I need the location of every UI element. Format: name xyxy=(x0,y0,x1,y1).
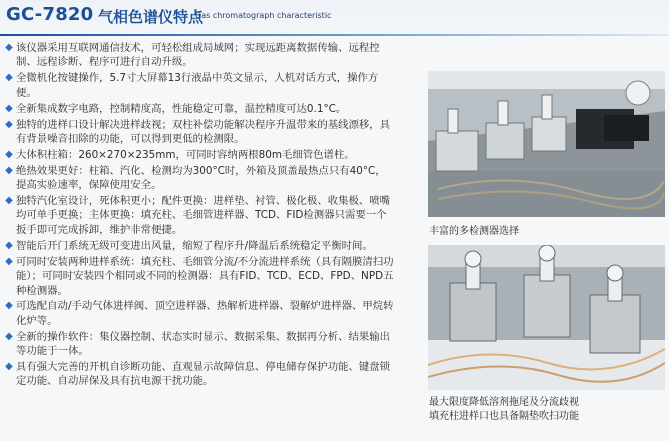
model-number: GC-7820 xyxy=(6,4,94,25)
bullet-icon: ◆ xyxy=(5,330,13,342)
injector-caption-line1: 最大限度降低溶剂拖尾及分流歧视 xyxy=(429,397,579,408)
feature-item: ◆ 绝热效果更好：柱箱、汽化、检测均为300°C时，外箱及顶盖最热点只有40°C，提高实验速率，保障使用安全。 xyxy=(5,164,386,192)
injector-illustration xyxy=(428,245,665,390)
injector-photo xyxy=(428,245,665,390)
bullet-icon: ◆ xyxy=(5,255,13,267)
feature-item: ◆ 具有强大完善的开机自诊断功能、直观显示故障信息、停电储存保护功能、键盘锁定功能、自动屏保及具有抗电源干扰功能。 xyxy=(5,361,391,388)
feature-item: ◆ 可选配自动/手动气体进样阀、顶空进样器、热解析进样器、裂解炉进样器、甲烷转化炉等。 xyxy=(5,300,394,327)
title-english: Gas chromatograph characteristic xyxy=(195,11,332,20)
bullet-icon: ◆ xyxy=(5,195,13,207)
detector-photo xyxy=(428,71,665,217)
feature-list xyxy=(4,41,394,390)
bullet-icon: ◆ xyxy=(5,164,13,176)
feature-item: ◆ 该仪器采用互联网通信技术，可轻松组成局域网；实现远距离数据传输、远程控制、远程诊断、程序可进行自动升级。 xyxy=(5,42,380,69)
feature-item: ◆ 智能后开门系统无级可变进出风量，缩短了程序升/降温后系统稳定平衡时间。 xyxy=(5,239,373,252)
injector-caption-line2: 填充柱进样口也具备隔垫吹扫功能 xyxy=(429,411,579,422)
header xyxy=(0,0,669,36)
bullet-icon: ◆ xyxy=(5,118,13,130)
injector-caption xyxy=(429,396,579,424)
feature-item: ◆ 全微机化按键操作，5.7寸大屏幕13行液晶中英文显示，人机对话方式，操作方便。 xyxy=(5,72,379,99)
detector-illustration xyxy=(428,71,665,217)
bullet-icon: ◆ xyxy=(5,42,13,53)
feature-item: ◆ 独特的进样口设计解决进样歧视；双柱补偿功能解决程序升温带来的基线漂移，具有背景噪音扣除的功能，可以得到更低的检测限。 xyxy=(5,118,391,145)
bullet-icon: ◆ xyxy=(5,102,13,114)
feature-item: ◆ 独特汽化室设计，死体积更小；配件更换：进样垫、衬管、极化极、收集极、喷嘴均可单手更换；主体更换：填充柱、毛细管进样器、TCD、FID检测器只需要一个扳手即可完成拆卸，维护非常便捷。 xyxy=(5,195,391,236)
bullet-icon: ◆ xyxy=(5,300,13,312)
bullet-icon: ◆ xyxy=(5,239,13,251)
header-divider xyxy=(0,34,669,36)
feature-item: ◆ 全新的操作软件：集仪器控制、状态实时显示、数据采集、数据再分析、结果输出等功能于一体。 xyxy=(5,330,391,358)
detector-caption: 丰富的多检测器选择 xyxy=(429,226,519,237)
bullet-icon: ◆ xyxy=(5,361,13,373)
feature-item: ◆ 可同时安装两种进样系统：填充柱、毛细管分流/不分流进样系统（具有隔膜清扫功能）；可同时安装四个相同或不同的检测器：具有FID、TCD、ECD、FPD、NPD五种检测器。 xyxy=(5,255,394,297)
title-chinese: 气相色谱仪特点 xyxy=(98,8,204,26)
feature-item: ◆ 全新集成数字电路，控制精度高，性能稳定可靠，温控精度可达0.1°C。 xyxy=(5,102,347,115)
bullet-icon: ◆ xyxy=(5,72,13,84)
feature-item: ◆ 大体积柱箱：260×270×235mm，可同时容纳两根80m毛细管色谱柱。 xyxy=(5,148,355,161)
bullet-icon: ◆ xyxy=(5,148,13,160)
